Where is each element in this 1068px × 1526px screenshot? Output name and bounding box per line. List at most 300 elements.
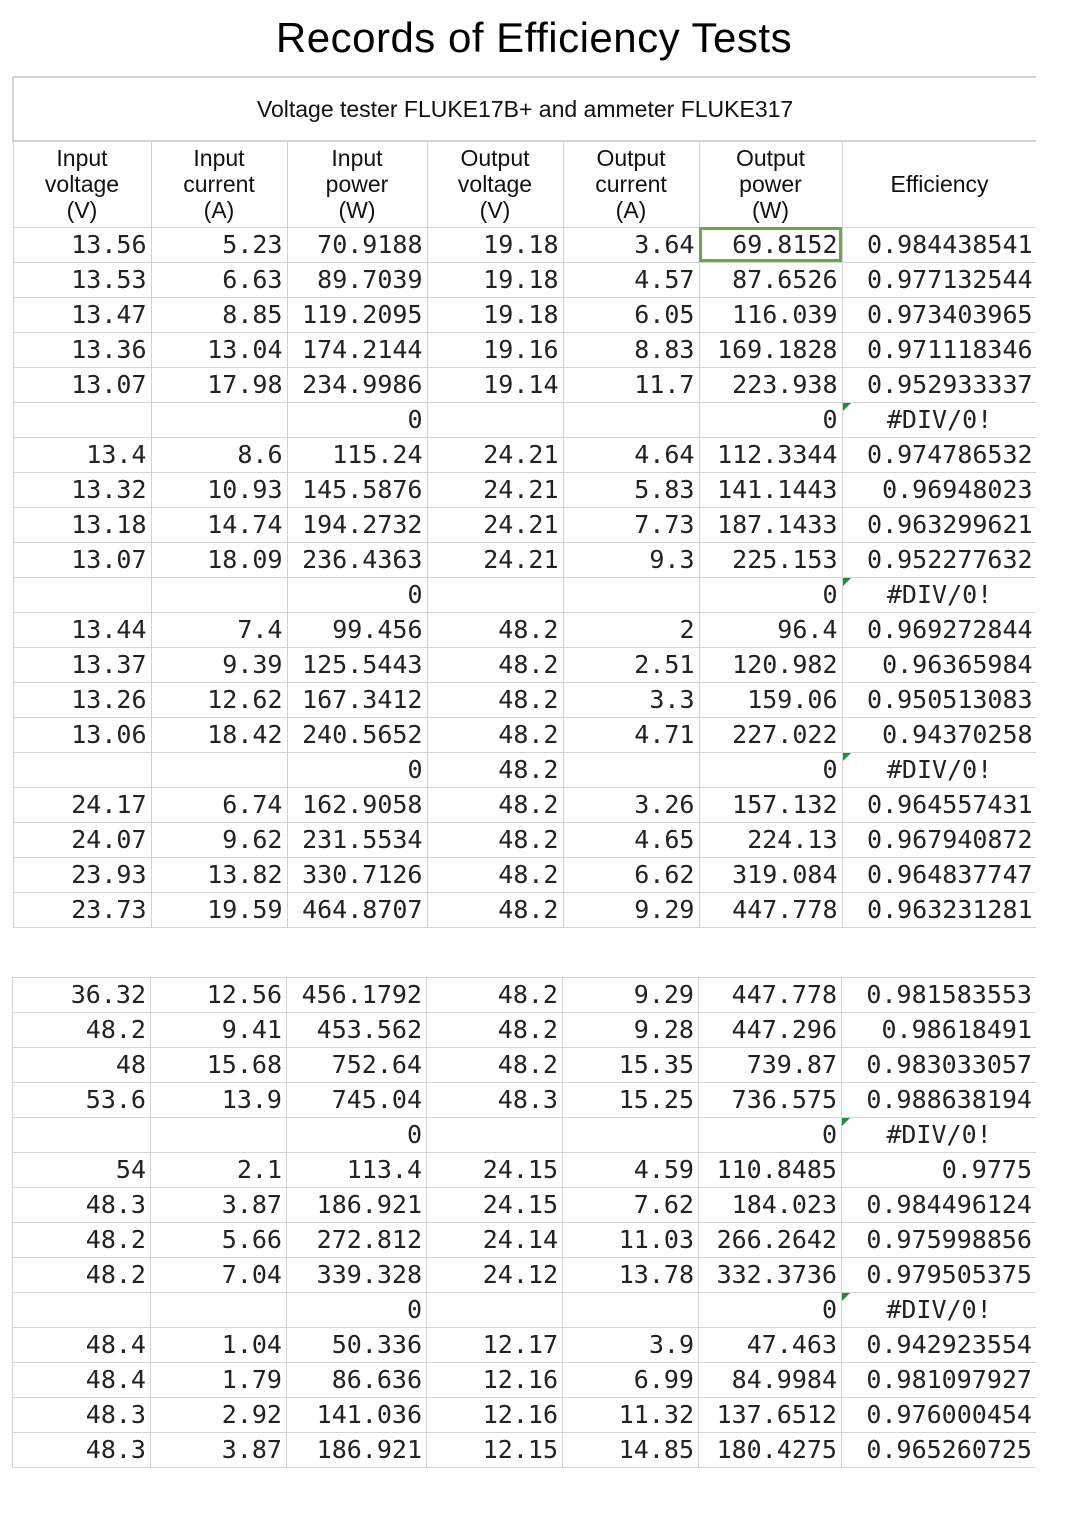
cell-output-power[interactable]: 69.8152 — [699, 227, 842, 262]
cell-input-current[interactable]: 2.92 — [151, 1398, 287, 1433]
cell-output-current[interactable]: 3.26 — [563, 787, 699, 822]
cell-input-power[interactable]: 186.921 — [287, 1433, 427, 1468]
cell-input-voltage[interactable] — [13, 752, 151, 787]
cell-input-current[interactable]: 12.56 — [151, 978, 287, 1013]
cell-input-voltage[interactable]: 13.47 — [13, 297, 151, 332]
cell-input-voltage[interactable]: 24.17 — [13, 787, 151, 822]
cell-output-current[interactable]: 2.51 — [563, 647, 699, 682]
cell-output-voltage[interactable]: 48.2 — [427, 717, 563, 752]
table-row — [13, 1293, 1037, 1328]
cell-output-power[interactable]: 0 — [699, 1293, 842, 1328]
table-row — [13, 1223, 1037, 1258]
cell-efficiency[interactable]: 0.981583553 — [842, 978, 1037, 1013]
cell-input-power[interactable]: 162.9058 — [287, 787, 427, 822]
cell-input-voltage[interactable]: 48.2 — [13, 1013, 151, 1048]
cell-input-power[interactable]: 0 — [287, 402, 427, 437]
cell-input-power[interactable]: 70.9188 — [287, 227, 427, 262]
cell-output-power[interactable]: 227.022 — [699, 717, 842, 752]
cell-input-power[interactable]: 115.24 — [287, 437, 427, 472]
cell-input-power[interactable]: 0 — [287, 1293, 427, 1328]
cell-efficiency[interactable]: 0.981097927 — [842, 1363, 1037, 1398]
cell-input-current[interactable]: 3.87 — [151, 1188, 287, 1223]
cell-input-voltage[interactable]: 13.32 — [13, 472, 151, 507]
cell-output-power[interactable]: 447.778 — [699, 892, 842, 927]
cell-input-power[interactable]: 0 — [287, 577, 427, 612]
cell-input-current[interactable]: 13.04 — [151, 332, 287, 367]
cell-input-current[interactable]: 8.85 — [151, 297, 287, 332]
cell-input-voltage[interactable]: 13.26 — [13, 682, 151, 717]
cell-output-current[interactable]: 14.85 — [563, 1433, 699, 1468]
cell-output-voltage[interactable]: 24.12 — [427, 1258, 563, 1293]
header-line: (V) — [66, 197, 98, 224]
cell-output-current[interactable]: 5.83 — [563, 472, 699, 507]
cell-efficiency[interactable]: 0.963231281 — [842, 892, 1036, 927]
cell-input-voltage[interactable]: 48.4 — [13, 1328, 151, 1363]
cell-input-voltage[interactable]: 48.3 — [13, 1188, 151, 1223]
table-row — [13, 262, 1036, 297]
cell-output-voltage[interactable]: 12.15 — [427, 1433, 563, 1468]
cell-output-power[interactable]: 223.938 — [699, 367, 842, 402]
header-output-voltage[interactable] — [427, 141, 563, 227]
cell-input-power[interactable]: 145.5876 — [287, 472, 427, 507]
cell-input-voltage[interactable]: 48.2 — [13, 1258, 151, 1293]
header-input-voltage[interactable] — [13, 141, 151, 227]
cell-output-current[interactable] — [563, 577, 699, 612]
cell-input-power[interactable]: 272.812 — [287, 1223, 427, 1258]
cell-output-voltage[interactable]: 24.21 — [427, 507, 563, 542]
cell-output-voltage[interactable]: 48.2 — [427, 822, 563, 857]
cell-output-current[interactable]: 7.73 — [563, 507, 699, 542]
cell-input-voltage[interactable]: 48.3 — [13, 1433, 151, 1468]
cell-efficiency[interactable]: 0.963299621 — [842, 507, 1036, 542]
header-line: Output — [735, 145, 806, 172]
cell-output-power[interactable]: 116.039 — [699, 297, 842, 332]
cell-efficiency[interactable]: 0.975998856 — [842, 1223, 1037, 1258]
cell-input-voltage[interactable]: 23.73 — [13, 892, 151, 927]
header-line: voltage — [44, 171, 120, 198]
cell-input-current[interactable]: 2.1 — [151, 1153, 287, 1188]
cell-efficiency[interactable]: 0.984438541 — [842, 227, 1036, 262]
header-line: Output — [460, 145, 530, 172]
table-row — [13, 1363, 1037, 1398]
cell-output-power[interactable]: 87.6526 — [699, 262, 842, 297]
header-efficiency[interactable] — [842, 141, 1036, 227]
cell-output-power[interactable]: 110.8485 — [699, 1153, 842, 1188]
cell-output-power[interactable]: 0 — [699, 577, 842, 612]
cell-output-power[interactable]: 0 — [699, 402, 842, 437]
spreadsheet-grid-lower — [12, 977, 1036, 1468]
cell-input-voltage[interactable]: 23.93 — [13, 857, 151, 892]
cell-efficiency[interactable]: 0.979505375 — [842, 1258, 1037, 1293]
cell-output-power[interactable]: 157.132 — [699, 787, 842, 822]
cell-output-current[interactable]: 6.99 — [563, 1363, 699, 1398]
cell-output-voltage[interactable]: 48.2 — [427, 682, 563, 717]
table-row — [13, 717, 1036, 752]
cell-output-current[interactable]: 3.64 — [563, 227, 699, 262]
cell-efficiency[interactable]: 0.96365984 — [842, 647, 1036, 682]
cell-output-power[interactable]: 47.463 — [699, 1328, 842, 1363]
cell-output-voltage[interactable]: 48.2 — [427, 752, 563, 787]
cell-input-voltage[interactable]: 13.07 — [13, 367, 151, 402]
cell-input-current[interactable]: 8.6 — [151, 437, 287, 472]
header-line: Efficiency — [890, 171, 989, 198]
cell-efficiency[interactable]: 0.942923554 — [842, 1328, 1037, 1363]
table-row — [13, 227, 1036, 262]
header-line: (V) — [479, 197, 511, 224]
cell-output-power[interactable]: 137.6512 — [699, 1398, 842, 1433]
cell-input-power[interactable]: 339.328 — [287, 1258, 427, 1293]
cell-input-voltage[interactable]: 24.07 — [13, 822, 151, 857]
cell-efficiency[interactable]: 0.974786532 — [842, 437, 1036, 472]
table-row — [13, 1083, 1037, 1118]
cell-input-voltage[interactable]: 54 — [13, 1153, 151, 1188]
cell-output-power[interactable]: 184.023 — [699, 1188, 842, 1223]
header-line: voltage — [457, 171, 533, 198]
cell-input-current[interactable]: 1.79 — [151, 1363, 287, 1398]
cell-output-current[interactable]: 3.3 — [563, 682, 699, 717]
header-input-power[interactable] — [287, 141, 427, 227]
cell-output-voltage[interactable] — [427, 577, 563, 612]
cell-output-current[interactable]: 9.29 — [563, 892, 699, 927]
cell-output-current[interactable]: 4.65 — [563, 822, 699, 857]
cell-input-current[interactable] — [151, 402, 287, 437]
cell-input-voltage[interactable]: 13.53 — [13, 262, 151, 297]
cell-output-voltage[interactable]: 12.16 — [427, 1398, 563, 1433]
cell-input-current[interactable]: 12.62 — [151, 682, 287, 717]
cell-input-power[interactable]: 456.1792 — [287, 978, 427, 1013]
cell-input-power[interactable]: 231.5534 — [287, 822, 427, 857]
table-row — [13, 472, 1036, 507]
cell-input-current[interactable]: 6.74 — [151, 787, 287, 822]
efficiency-table-lower — [12, 977, 1036, 1497]
cell-efficiency[interactable]: #DIV/0! — [842, 1118, 1037, 1153]
cell-input-voltage[interactable]: 13.37 — [13, 647, 151, 682]
cell-efficiency[interactable]: 0.984496124 — [842, 1188, 1037, 1223]
cell-input-power[interactable]: 234.9986 — [287, 367, 427, 402]
cell-input-voltage[interactable]: 13.07 — [13, 542, 151, 577]
cell-input-current[interactable]: 9.62 — [151, 822, 287, 857]
cell-output-current[interactable] — [563, 1293, 699, 1328]
cell-efficiency[interactable]: #DIV/0! — [842, 752, 1036, 787]
cell-output-power[interactable]: 447.778 — [699, 978, 842, 1013]
cell-input-power[interactable]: 464.8707 — [287, 892, 427, 927]
cell-output-current[interactable]: 4.57 — [563, 262, 699, 297]
cell-output-voltage[interactable]: 48.2 — [427, 787, 563, 822]
cell-efficiency[interactable]: #DIV/0! — [842, 577, 1036, 612]
cell-efficiency[interactable]: 0.969272844 — [842, 612, 1036, 647]
cell-efficiency[interactable]: 0.94370258 — [842, 717, 1036, 752]
cell-output-power[interactable]: 225.153 — [699, 542, 842, 577]
cell-input-power[interactable]: 167.3412 — [287, 682, 427, 717]
cell-output-current[interactable] — [563, 402, 699, 437]
table-row — [13, 1048, 1037, 1083]
cell-output-voltage[interactable]: 48.2 — [427, 1048, 563, 1083]
header-line: current — [183, 171, 255, 198]
spreadsheet-grid-upper — [12, 76, 1036, 928]
table-row — [13, 822, 1036, 857]
header-line: Input — [331, 145, 383, 172]
cell-efficiency[interactable]: 0.9775 — [842, 1153, 1037, 1188]
cell-input-power[interactable]: 99.456 — [287, 612, 427, 647]
cell-output-voltage[interactable]: 48.3 — [427, 1083, 563, 1118]
cell-input-voltage[interactable]: 13.4 — [13, 437, 151, 472]
cell-input-power[interactable]: 236.4363 — [287, 542, 427, 577]
cell-input-voltage[interactable]: 13.56 — [13, 227, 151, 262]
table-row — [13, 612, 1036, 647]
cell-input-current[interactable]: 13.9 — [151, 1083, 287, 1118]
cell-input-power[interactable]: 0 — [287, 1118, 427, 1153]
cell-input-power[interactable]: 125.5443 — [287, 647, 427, 682]
cell-output-voltage[interactable]: 24.21 — [427, 472, 563, 507]
table-row — [13, 752, 1036, 787]
cell-input-voltage[interactable]: 13.06 — [13, 717, 151, 752]
cell-output-current[interactable]: 11.32 — [563, 1398, 699, 1433]
cell-output-voltage[interactable]: 19.18 — [427, 262, 563, 297]
cell-output-voltage[interactable]: 48.2 — [427, 612, 563, 647]
page-title: Records of Efficiency Tests — [275, 14, 793, 61]
cell-input-voltage[interactable]: 53.6 — [13, 1083, 151, 1118]
cell-output-current[interactable]: 15.35 — [563, 1048, 699, 1083]
table-row — [13, 437, 1036, 472]
cell-output-current[interactable]: 8.83 — [563, 332, 699, 367]
cell-input-voltage[interactable] — [13, 1118, 151, 1153]
cell-output-voltage[interactable]: 19.14 — [427, 367, 563, 402]
table-row — [13, 577, 1036, 612]
cell-input-current[interactable]: 7.04 — [151, 1258, 287, 1293]
table-row — [13, 1118, 1037, 1153]
cell-output-power[interactable]: 332.3736 — [699, 1258, 842, 1293]
cell-input-current[interactable]: 10.93 — [151, 472, 287, 507]
cell-output-power[interactable]: 120.982 — [699, 647, 842, 682]
cell-efficiency[interactable]: 0.952933337 — [842, 367, 1036, 402]
cell-input-voltage[interactable]: 13.18 — [13, 507, 151, 542]
cell-output-current[interactable]: 4.64 — [563, 437, 699, 472]
cell-output-voltage[interactable]: 19.16 — [427, 332, 563, 367]
cell-output-voltage[interactable]: 48.2 — [427, 1013, 563, 1048]
cell-output-power[interactable]: 187.1433 — [699, 507, 842, 542]
cell-input-current[interactable]: 13.82 — [151, 857, 287, 892]
cell-output-power[interactable]: 739.87 — [699, 1048, 842, 1083]
cell-output-power[interactable]: 159.06 — [699, 682, 842, 717]
header-line: (W) — [751, 197, 790, 224]
cell-output-power[interactable]: 180.4275 — [699, 1433, 842, 1468]
efficiency-table-upper — [12, 76, 1036, 952]
table-row — [13, 1013, 1037, 1048]
cell-output-current[interactable]: 4.59 — [563, 1153, 699, 1188]
cell-efficiency[interactable]: 0.98618491 — [842, 1013, 1037, 1048]
cell-output-current[interactable]: 11.03 — [563, 1223, 699, 1258]
cell-output-voltage[interactable] — [427, 1293, 563, 1328]
cell-output-voltage[interactable]: 24.21 — [427, 437, 563, 472]
cell-input-power[interactable]: 330.7126 — [287, 857, 427, 892]
header-line: (A) — [615, 197, 647, 224]
cell-efficiency[interactable]: 0.977132544 — [842, 262, 1036, 297]
cell-input-current[interactable]: 3.87 — [151, 1433, 287, 1468]
cell-input-current[interactable]: 1.04 — [151, 1328, 287, 1363]
cell-input-current[interactable]: 5.23 — [151, 227, 287, 262]
header-input-current[interactable] — [151, 141, 287, 227]
cell-input-current[interactable]: 6.63 — [151, 262, 287, 297]
cell-input-current[interactable]: 14.74 — [151, 507, 287, 542]
cell-output-voltage[interactable] — [427, 402, 563, 437]
cell-output-voltage[interactable]: 19.18 — [427, 227, 563, 262]
cell-efficiency[interactable]: 0.988638194 — [842, 1083, 1037, 1118]
cell-input-voltage[interactable]: 48 — [13, 1048, 151, 1083]
table-row — [13, 332, 1036, 367]
cell-output-current[interactable]: 6.62 — [563, 857, 699, 892]
cell-input-voltage[interactable] — [13, 402, 151, 437]
table-row — [13, 978, 1037, 1013]
cell-efficiency[interactable]: 0.973403965 — [842, 297, 1036, 332]
cell-input-voltage[interactable] — [13, 577, 151, 612]
cell-input-power[interactable]: 86.636 — [287, 1363, 427, 1398]
cell-output-power[interactable]: 447.296 — [699, 1013, 842, 1048]
cell-input-current[interactable] — [151, 577, 287, 612]
table-row — [13, 507, 1036, 542]
header-line: Input — [193, 145, 245, 172]
cell-input-voltage[interactable]: 48.2 — [13, 1223, 151, 1258]
header-line: Output — [596, 145, 666, 172]
header-line: Input — [56, 145, 108, 172]
cell-output-power[interactable]: 96.4 — [699, 612, 842, 647]
cell-input-current[interactable]: 18.42 — [151, 717, 287, 752]
cell-input-voltage[interactable]: 13.44 — [13, 612, 151, 647]
cell-efficiency[interactable]: 0.952277632 — [842, 542, 1036, 577]
cell-input-power[interactable]: 194.2732 — [287, 507, 427, 542]
header-output-current[interactable] — [563, 141, 699, 227]
cell-output-power[interactable]: 169.1828 — [699, 332, 842, 367]
cell-input-current[interactable]: 19.59 — [151, 892, 287, 927]
cell-output-power[interactable]: 84.9984 — [699, 1363, 842, 1398]
cell-input-current[interactable]: 15.68 — [151, 1048, 287, 1083]
cell-efficiency[interactable]: #DIV/0! — [842, 402, 1036, 437]
cell-output-voltage[interactable]: 24.15 — [427, 1153, 563, 1188]
cell-input-current[interactable]: 17.98 — [151, 367, 287, 402]
cell-output-current[interactable]: 9.29 — [563, 978, 699, 1013]
cell-efficiency[interactable]: 0.96948023 — [842, 472, 1036, 507]
cell-efficiency[interactable]: 0.964837747 — [842, 857, 1036, 892]
cell-input-current[interactable] — [151, 1293, 287, 1328]
cell-output-voltage[interactable]: 12.16 — [427, 1363, 563, 1398]
cell-output-power[interactable]: 0 — [699, 1118, 842, 1153]
cell-output-current[interactable] — [563, 1118, 699, 1153]
cell-input-current[interactable]: 9.41 — [151, 1013, 287, 1048]
cell-efficiency[interactable]: 0.967940872 — [842, 822, 1036, 857]
table-row — [13, 1328, 1037, 1363]
table-row — [13, 857, 1036, 892]
cell-output-current[interactable]: 2 — [563, 612, 699, 647]
cell-output-power[interactable]: 266.2642 — [699, 1223, 842, 1258]
cell-output-voltage[interactable]: 48.2 — [427, 978, 563, 1013]
cell-input-power[interactable]: 119.2095 — [287, 297, 427, 332]
cell-output-voltage[interactable]: 48.2 — [427, 647, 563, 682]
cell-output-voltage[interactable]: 48.2 — [427, 892, 563, 927]
cell-efficiency[interactable]: #DIV/0! — [842, 1293, 1037, 1328]
cell-input-power[interactable]: 453.562 — [287, 1013, 427, 1048]
table-row — [13, 682, 1036, 717]
cell-input-power[interactable]: 89.7039 — [287, 262, 427, 297]
cell-input-current[interactable] — [151, 1118, 287, 1153]
cell-input-power[interactable]: 113.4 — [287, 1153, 427, 1188]
cell-output-current[interactable]: 6.05 — [563, 297, 699, 332]
cell-input-current[interactable]: 7.4 — [151, 612, 287, 647]
table-row — [13, 787, 1036, 822]
cell-input-power[interactable]: 141.036 — [287, 1398, 427, 1433]
cell-output-current[interactable]: 15.25 — [563, 1083, 699, 1118]
cell-input-current[interactable]: 5.66 — [151, 1223, 287, 1258]
cell-input-voltage[interactable] — [13, 1293, 151, 1328]
cell-efficiency[interactable]: 0.950513083 — [842, 682, 1036, 717]
header-line: power — [739, 171, 802, 198]
table-row — [13, 1258, 1037, 1293]
cell-output-current[interactable]: 7.62 — [563, 1188, 699, 1223]
header-line: power — [325, 171, 389, 198]
cell-efficiency[interactable]: 0.983033057 — [842, 1048, 1037, 1083]
cell-input-current[interactable]: 18.09 — [151, 542, 287, 577]
cell-efficiency[interactable]: 0.971118346 — [842, 332, 1036, 367]
cell-output-power[interactable]: 319.084 — [699, 857, 842, 892]
cell-output-voltage[interactable]: 48.2 — [427, 857, 563, 892]
cell-output-voltage[interactable]: 24.15 — [427, 1188, 563, 1223]
table-row — [13, 647, 1036, 682]
cell-output-current[interactable]: 11.7 — [563, 367, 699, 402]
cell-input-power[interactable]: 240.5652 — [287, 717, 427, 752]
cell-output-power[interactable]: 141.1443 — [699, 472, 842, 507]
screenshot-gap — [12, 952, 1036, 977]
cell-input-voltage[interactable]: 48.3 — [13, 1398, 151, 1433]
table-row — [13, 402, 1036, 437]
table-row — [13, 542, 1036, 577]
cell-input-voltage[interactable]: 36.32 — [13, 978, 151, 1013]
cell-output-power[interactable]: 112.3344 — [699, 437, 842, 472]
cell-output-voltage[interactable]: 24.14 — [427, 1223, 563, 1258]
cell-output-current[interactable]: 4.71 — [563, 717, 699, 752]
cell-output-power[interactable]: 0 — [699, 752, 842, 787]
header-line: (W) — [338, 197, 376, 224]
cell-input-power[interactable]: 0 — [287, 752, 427, 787]
cell-output-current[interactable]: 3.9 — [563, 1328, 699, 1363]
cell-input-voltage[interactable]: 48.4 — [13, 1363, 151, 1398]
cell-output-current[interactable] — [563, 752, 699, 787]
cell-efficiency[interactable]: 0.976000454 — [842, 1398, 1037, 1433]
cell-output-voltage[interactable] — [427, 1118, 563, 1153]
cell-output-current[interactable]: 9.3 — [563, 542, 699, 577]
cell-output-voltage[interactable]: 19.18 — [427, 297, 563, 332]
table-row — [13, 1188, 1037, 1223]
header-row — [13, 141, 1036, 227]
header-line: (A) — [203, 197, 235, 224]
cell-input-power[interactable]: 745.04 — [287, 1083, 427, 1118]
table-caption: Voltage tester FLUKE17B+ and ammeter FLUKE317 — [13, 77, 1036, 141]
cell-output-current[interactable]: 13.78 — [563, 1258, 699, 1293]
cell-input-voltage[interactable]: 13.36 — [13, 332, 151, 367]
cell-input-current[interactable]: 9.39 — [151, 647, 287, 682]
cell-output-power[interactable]: 736.575 — [699, 1083, 842, 1118]
cell-output-voltage[interactable]: 24.21 — [427, 542, 563, 577]
cell-output-current[interactable]: 9.28 — [563, 1013, 699, 1048]
cell-input-current[interactable] — [151, 752, 287, 787]
cell-efficiency[interactable]: 0.965260725 — [842, 1433, 1037, 1468]
cell-input-power[interactable]: 752.64 — [287, 1048, 427, 1083]
header-output-power[interactable] — [699, 141, 842, 227]
cell-input-power[interactable]: 174.2144 — [287, 332, 427, 367]
cell-output-voltage[interactable]: 12.17 — [427, 1328, 563, 1363]
table-row — [13, 1398, 1037, 1433]
cell-input-power[interactable]: 50.336 — [287, 1328, 427, 1363]
cell-output-power[interactable]: 224.13 — [699, 822, 842, 857]
cell-input-power[interactable]: 186.921 — [287, 1188, 427, 1223]
cell-efficiency[interactable]: 0.964557431 — [842, 787, 1036, 822]
